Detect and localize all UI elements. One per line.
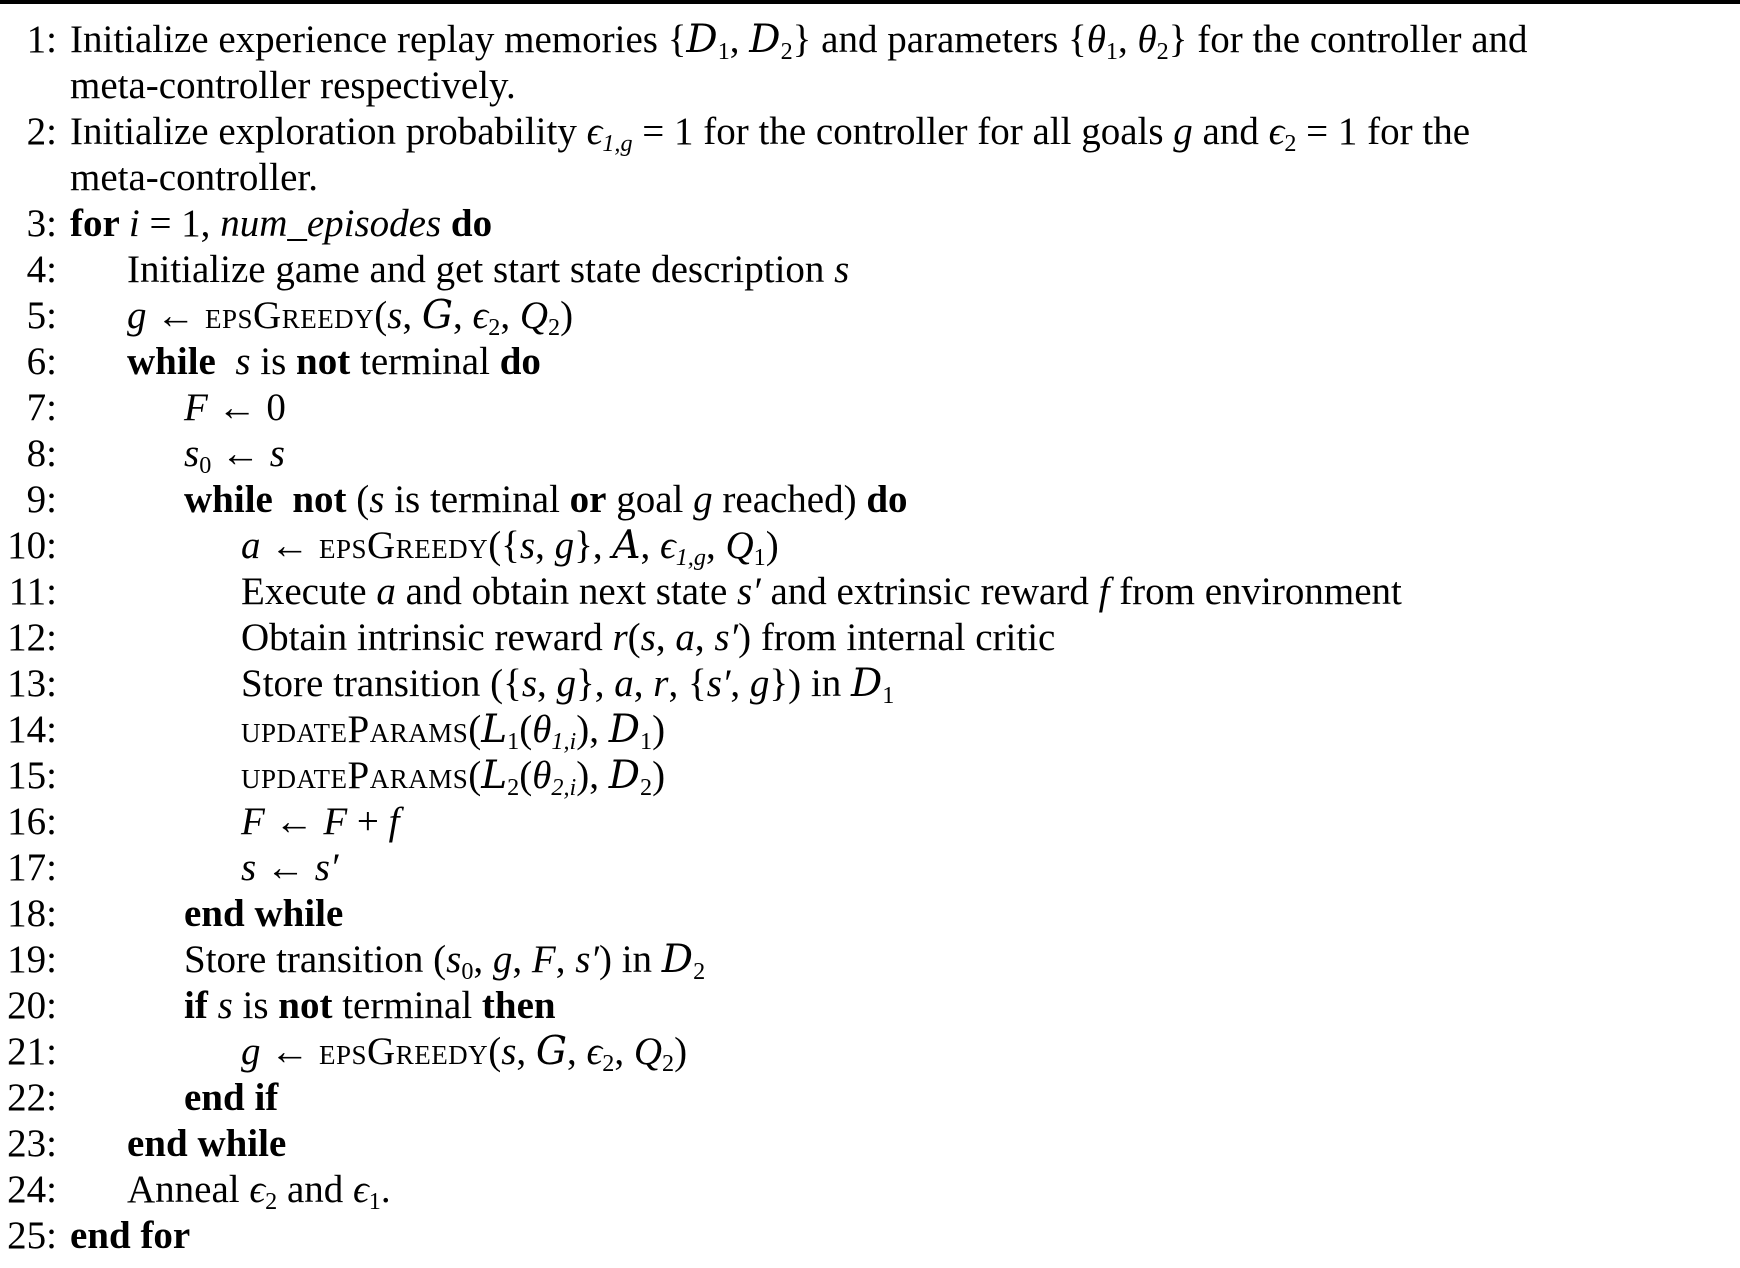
code-text: s — [446, 938, 462, 981]
code-text: s′ — [314, 846, 339, 889]
script-symbol: L — [481, 753, 508, 798]
code-text: , — [567, 1030, 587, 1073]
line-number: 12: — [7, 616, 57, 659]
script-symbol: D — [686, 17, 718, 62]
keyword: or — [569, 478, 607, 521]
code-text: , — [402, 294, 422, 337]
keyword: if — [184, 984, 218, 1027]
algorithm-line — [0, 293, 1740, 339]
line-content — [70, 707, 665, 753]
code-text: Obtain intrinsic reward — [241, 616, 613, 659]
algorithm-line — [0, 109, 1740, 201]
code-text: ← — [264, 800, 324, 843]
line-number: 19: — [7, 938, 57, 981]
code-text: Execute — [241, 570, 377, 613]
code-text: Store transition ({ — [241, 662, 522, 705]
code-text: } for the controller and — [1168, 18, 1528, 61]
line-content — [70, 753, 665, 799]
code-text: , — [473, 938, 493, 981]
line-number: 3: — [26, 202, 57, 245]
line-content — [70, 891, 343, 937]
line-content — [70, 1121, 286, 1167]
code-text: , — [729, 18, 750, 61]
algorithm-line — [0, 523, 1740, 569]
code-text: s — [269, 432, 285, 475]
code-text: }, — [576, 662, 615, 705]
code-text: ϵ — [249, 1168, 266, 1211]
line-number: 9: — [26, 478, 57, 521]
line-number: 21: — [7, 1030, 57, 1073]
algorithm-line — [0, 845, 1740, 891]
code-text: , — [516, 1030, 536, 1073]
code-text: s — [217, 984, 233, 1027]
line-number: 14: — [7, 708, 57, 751]
code-text: 1 — [640, 727, 653, 755]
code-text: = 1 for the — [1296, 110, 1471, 153]
script-symbol: D — [608, 707, 641, 752]
code-text: g — [1173, 110, 1193, 153]
code-text: , — [555, 938, 576, 981]
code-text: and — [1192, 110, 1269, 153]
code-text: s — [225, 340, 251, 383]
code-text: = 1, — [139, 202, 221, 245]
code-text: θ — [532, 708, 552, 751]
code-text: ) — [652, 708, 666, 751]
keyword: end while — [184, 892, 344, 935]
line-number: 8: — [26, 432, 57, 475]
algorithm-line — [0, 1121, 1740, 1167]
script-symbol: D — [850, 661, 883, 706]
code-text: a — [241, 524, 261, 567]
code-text: F — [323, 800, 348, 843]
script-symbol: D — [661, 937, 694, 982]
code-text: ) in — [598, 938, 662, 981]
code-text: ( — [627, 616, 641, 659]
line-number: 17: — [7, 846, 57, 889]
code-text: num_episodes — [220, 202, 442, 245]
algorithm-line — [0, 247, 1740, 293]
code-text: 2 — [507, 773, 520, 801]
code-text: ϵ — [660, 524, 676, 567]
line-content — [70, 1213, 190, 1259]
script-symbol: L — [481, 707, 508, 752]
line-number: 7: — [26, 386, 57, 429]
line-content — [70, 523, 779, 569]
algorithm-line — [0, 891, 1740, 937]
code-text: ( — [519, 708, 533, 751]
code-text: a — [376, 570, 396, 613]
line-content — [70, 477, 908, 523]
code-text: ), — [576, 754, 609, 797]
algorithm-line — [0, 17, 1740, 109]
code-text: ) — [652, 754, 666, 797]
line-number: 24: — [7, 1168, 57, 1211]
code-text: s — [834, 248, 850, 291]
code-text: ϵ — [472, 294, 489, 337]
line-number: 11: — [8, 570, 57, 613]
code-text: , — [640, 524, 660, 567]
function-name: updateParams — [241, 708, 469, 751]
code-text: 2 — [640, 773, 653, 801]
line-content — [70, 431, 285, 477]
code-text: , — [1118, 18, 1138, 61]
code-text: Initialize game and get start state description — [127, 248, 835, 291]
code-text: , — [655, 616, 676, 659]
keyword: not — [296, 340, 351, 383]
algorithm-line — [0, 615, 1740, 661]
code-text: g — [556, 662, 577, 705]
code-text: g — [749, 662, 770, 705]
line-content — [70, 201, 492, 247]
code-text: ( — [346, 478, 370, 521]
code-text: F — [184, 386, 208, 429]
code-text: ) from internal critic — [738, 616, 1056, 659]
code-text: 2 — [1284, 129, 1297, 157]
line-number: 13: — [7, 662, 57, 705]
algorithm-line — [0, 201, 1740, 247]
code-text: ← — [211, 432, 270, 475]
keyword: end if — [184, 1076, 279, 1119]
code-text: terminal — [332, 984, 482, 1027]
algorithm-line — [0, 661, 1740, 707]
code-text: F — [531, 938, 556, 981]
algorithm-line — [0, 1167, 1740, 1213]
code-text: s — [241, 846, 257, 889]
code-text: 2 — [548, 313, 561, 341]
line-content — [70, 247, 849, 293]
code-text: , — [633, 662, 654, 705]
keyword: not — [278, 984, 333, 1027]
algorithm-line — [0, 477, 1740, 523]
code-text: r — [612, 616, 628, 659]
code-text: s — [640, 616, 656, 659]
code-text: g — [241, 1030, 261, 1073]
code-text: } and parameters { — [792, 18, 1087, 61]
algorithm-line — [0, 1075, 1740, 1121]
code-text: , { — [668, 662, 707, 705]
code-text: ) — [765, 524, 779, 567]
line-number: 25: — [7, 1214, 57, 1257]
code-text: ϵ — [586, 1030, 603, 1073]
code-text: , — [500, 294, 520, 337]
code-text: , — [535, 524, 555, 567]
algorithm-line — [0, 707, 1740, 753]
code-text: , — [730, 662, 750, 705]
line-content — [70, 109, 1470, 201]
line-content — [70, 1167, 391, 1213]
code-text: ← — [256, 846, 315, 889]
code-text: , — [705, 524, 726, 567]
code-text: g — [554, 524, 575, 567]
code-text: s — [501, 1030, 517, 1073]
code-text: s — [521, 662, 538, 705]
code-text: 2 — [265, 1187, 278, 1215]
algorithm-line — [0, 1029, 1740, 1075]
line-number: 18: — [7, 892, 57, 935]
line-number: 10: — [7, 524, 57, 567]
code-text: }) in — [769, 662, 851, 705]
code-text: g — [492, 938, 513, 981]
code-text: goal — [606, 478, 694, 521]
code-text: and — [277, 1168, 353, 1211]
code-text: . — [380, 1168, 391, 1211]
script-symbol: D — [608, 753, 641, 798]
code-text: Initialize exploration probability — [70, 110, 587, 153]
line-number: 4: — [26, 248, 57, 291]
function-name: epsGreedy — [205, 294, 375, 337]
code-text: ), — [576, 708, 609, 751]
code-text: from environment — [1109, 570, 1402, 613]
line-content — [70, 937, 705, 983]
line-content — [70, 1029, 687, 1075]
line-content — [70, 845, 338, 891]
line-content — [70, 1075, 278, 1121]
code-text: 0 — [199, 451, 212, 479]
code-text: Q — [519, 294, 549, 337]
code-text: 1,g — [602, 129, 633, 157]
keyword: do — [866, 478, 908, 521]
line-content — [70, 983, 556, 1029]
code-text: i — [128, 202, 140, 245]
algorithm-body — [0, 4, 1740, 1259]
keyword: end while — [127, 1122, 287, 1165]
code-text: ( — [488, 1030, 502, 1073]
code-text: 2 — [602, 1049, 615, 1077]
line-number: 1: — [26, 18, 57, 61]
code-text: 2,i — [551, 773, 577, 801]
function-name: updateParams — [241, 754, 469, 797]
code-text: ϵ — [586, 110, 603, 153]
code-text: meta-controller respectively. — [70, 64, 516, 107]
code-text: ← — [146, 294, 205, 337]
line-content — [70, 569, 1402, 615]
code-text: 2 — [693, 957, 706, 985]
code-text: Store transition ( — [184, 938, 447, 981]
code-text: θ — [1137, 18, 1157, 61]
code-text: 1 — [368, 1187, 381, 1215]
code-text: s′ — [706, 662, 731, 705]
line-number: 2: — [26, 110, 57, 153]
keyword: end for — [70, 1214, 191, 1257]
keyword: for — [70, 202, 129, 245]
code-text: ← 0 — [207, 386, 286, 429]
line-number: 15: — [7, 754, 57, 797]
code-text: 1 — [717, 37, 730, 65]
line-number: 16: — [7, 800, 57, 843]
keyword: do — [499, 340, 541, 383]
code-text: Anneal — [127, 1168, 250, 1211]
code-text: r — [653, 662, 669, 705]
code-text: ( — [519, 754, 533, 797]
keyword: while not — [184, 478, 347, 521]
code-text: 1 — [507, 727, 520, 755]
algorithm-line — [0, 753, 1740, 799]
code-text: s — [369, 478, 385, 521]
code-text: 2 — [1156, 37, 1169, 65]
code-text: is terminal — [384, 478, 570, 521]
code-text: a — [614, 662, 634, 705]
code-text: and obtain next state — [395, 570, 737, 613]
code-text: Q — [725, 524, 754, 567]
code-text: ( — [468, 754, 482, 797]
line-number: 20: — [7, 984, 57, 1027]
algorithm-line — [0, 431, 1740, 477]
code-text: ← — [260, 1030, 319, 1073]
line-content — [70, 385, 286, 431]
code-text: ϵ — [353, 1168, 369, 1211]
code-text: 2 — [780, 37, 793, 65]
algorithm-line — [0, 983, 1740, 1029]
code-text: Initialize experience replay memories { — [70, 18, 687, 61]
code-text: s — [519, 524, 536, 567]
function-name: epsGreedy — [319, 1030, 489, 1073]
code-text: θ — [1086, 18, 1106, 61]
code-text: 2 — [488, 313, 501, 341]
code-text: is — [232, 984, 279, 1027]
code-text: 1 — [753, 543, 766, 571]
code-text: , — [694, 616, 715, 659]
code-text: , — [512, 938, 532, 981]
code-text: s′ — [714, 616, 739, 659]
algorithm-line — [0, 339, 1740, 385]
code-text: 1 — [882, 681, 895, 709]
code-text: f — [1098, 570, 1110, 613]
algorithm-line — [0, 799, 1740, 845]
keyword: do — [441, 202, 493, 245]
code-text: s — [184, 432, 200, 475]
code-text: , — [537, 662, 557, 705]
line-number: 22: — [7, 1076, 57, 1119]
code-text: + — [347, 800, 389, 843]
line-content — [70, 799, 400, 845]
line-number: 6: — [26, 340, 57, 383]
code-text: 1,i — [551, 727, 577, 755]
code-text: terminal — [350, 340, 500, 383]
script-symbol: D — [749, 17, 781, 62]
code-text: 1 — [1105, 37, 1118, 65]
script-symbol: A — [612, 523, 641, 568]
code-text: ( — [468, 708, 482, 751]
code-text: ) — [674, 1030, 688, 1073]
code-text: a — [675, 616, 695, 659]
code-text: reached) — [712, 478, 867, 521]
code-text: F — [241, 800, 265, 843]
line-number: 23: — [7, 1122, 57, 1165]
code-text: f — [388, 800, 400, 843]
code-text: ( — [374, 294, 388, 337]
algorithm-line — [0, 385, 1740, 431]
algorithm-line — [0, 937, 1740, 983]
code-text: s′ — [737, 570, 761, 613]
keyword: while — [127, 340, 226, 383]
code-text: = 1 for the controller for all goals — [632, 110, 1174, 153]
line-number: 5: — [26, 294, 57, 337]
algorithm-line — [0, 569, 1740, 615]
function-name: epsGreedy — [319, 524, 489, 567]
keyword: then — [481, 984, 556, 1027]
code-text: ) — [560, 294, 574, 337]
line-content — [70, 293, 573, 339]
code-text: , — [453, 294, 473, 337]
line-content — [70, 17, 1528, 109]
script-symbol: G — [535, 1029, 568, 1074]
algorithm-line — [0, 1213, 1740, 1259]
code-text: s′ — [575, 938, 599, 981]
code-text: Q — [633, 1030, 663, 1073]
code-text: ← — [260, 524, 319, 567]
code-text: s — [387, 294, 403, 337]
script-symbol: G — [421, 293, 454, 338]
line-content — [70, 339, 541, 385]
code-text: meta-controller. — [70, 156, 318, 199]
code-text: 0 — [461, 957, 474, 985]
line-content — [70, 615, 1055, 661]
code-text: }, — [574, 524, 613, 567]
code-text: g — [693, 478, 713, 521]
code-text: is — [250, 340, 297, 383]
code-text: 1,g — [675, 543, 706, 571]
code-text: , — [614, 1030, 634, 1073]
code-text: θ — [532, 754, 552, 797]
code-text: and extrinsic reward — [760, 570, 1099, 613]
code-text: ϵ — [1268, 110, 1285, 153]
code-text: ({ — [488, 524, 520, 567]
line-content — [70, 661, 894, 707]
code-text: g — [127, 294, 147, 337]
code-text: 2 — [662, 1049, 675, 1077]
